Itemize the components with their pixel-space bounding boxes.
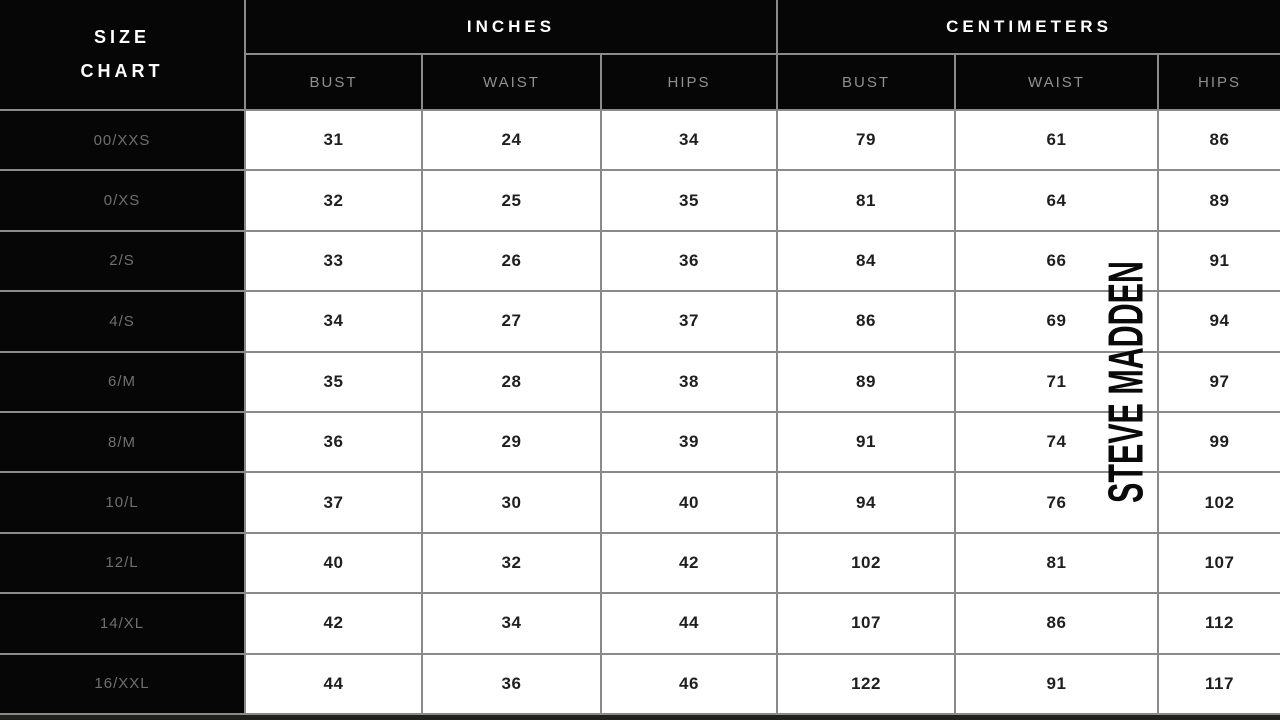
cell-cm-bust: 79 [778,111,956,171]
cell-inches-waist: 25 [423,171,602,231]
size-label: 00/XXS [0,111,246,171]
cell-cm-hips: 89 [1159,171,1280,231]
cell-inches-hips: 37 [602,292,778,352]
cell-inches-bust: 34 [246,292,423,352]
cell-cm-hips: 91 [1159,232,1280,292]
size-label: 10/L [0,473,246,533]
col-header-cm-bust: BUST [778,55,956,111]
cell-inches-bust: 40 [246,534,423,594]
cell-inches-waist: 34 [423,594,602,654]
cell-inches-bust: 31 [246,111,423,171]
cell-inches-waist: 36 [423,655,602,715]
cell-cm-bust: 107 [778,594,956,654]
cell-inches-hips: 36 [602,232,778,292]
cell-cm-waist: 81 [956,534,1159,594]
cell-inches-hips: 46 [602,655,778,715]
cell-inches-bust: 36 [246,413,423,473]
cell-inches-waist: 32 [423,534,602,594]
size-label: 8/M [0,413,246,473]
size-label: 14/XL [0,594,246,654]
corner-title [0,0,246,111]
cell-cm-hips: 99 [1159,413,1280,473]
cell-inches-bust: 33 [246,232,423,292]
cell-inches-bust: 37 [246,473,423,533]
cell-cm-bust: 84 [778,232,956,292]
cell-inches-waist: 27 [423,292,602,352]
cell-cm-bust: 94 [778,473,956,533]
cell-cm-bust: 86 [778,292,956,352]
cell-cm-waist: 76 [956,473,1159,533]
cell-cm-bust: 122 [778,655,956,715]
cell-inches-bust: 44 [246,655,423,715]
col-header-inches-hips: HIPS [602,55,778,111]
cell-inches-hips: 35 [602,171,778,231]
cell-cm-hips: 94 [1159,292,1280,352]
cell-cm-bust: 102 [778,534,956,594]
cell-cm-hips: 97 [1159,353,1280,413]
cell-cm-waist: 71 [956,353,1159,413]
size-label: 12/L [0,534,246,594]
cell-inches-bust: 32 [246,171,423,231]
cell-cm-waist: 91 [956,655,1159,715]
brand-watermark: STEVE MADDEN [1099,261,1155,503]
corner-title-line2: CHART [80,60,164,81]
cell-inches-hips: 42 [602,534,778,594]
col-header-inches-waist: WAIST [423,55,602,111]
size-label: 6/M [0,353,246,413]
cell-cm-hips: 86 [1159,111,1280,171]
bottom-border [0,715,1280,720]
cell-inches-waist: 24 [423,111,602,171]
cell-cm-bust: 91 [778,413,956,473]
cell-cm-waist: 74 [956,413,1159,473]
cell-inches-hips: 34 [602,111,778,171]
cell-cm-bust: 81 [778,171,956,231]
cell-cm-waist: 66 [956,232,1159,292]
cell-inches-waist: 30 [423,473,602,533]
size-label: 0/XS [0,171,246,231]
unit-header-inches: INCHES [246,0,778,55]
cell-inches-hips: 44 [602,594,778,654]
cell-inches-bust: 42 [246,594,423,654]
cell-cm-waist: 64 [956,171,1159,231]
cell-inches-hips: 38 [602,353,778,413]
cell-inches-hips: 40 [602,473,778,533]
unit-header-centimeters: CENTIMETERS [778,0,1280,55]
cell-cm-hips: 102 [1159,473,1280,533]
cell-inches-bust: 35 [246,353,423,413]
cell-cm-waist: 86 [956,594,1159,654]
cell-cm-hips: 117 [1159,655,1280,715]
cell-inches-waist: 26 [423,232,602,292]
col-header-inches-bust: BUST [246,55,423,111]
cell-inches-waist: 28 [423,353,602,413]
corner-title-line1: SIZE [93,27,150,48]
size-label: 16/XXL [0,655,246,715]
cell-cm-hips: 112 [1159,594,1280,654]
col-header-cm-waist: WAIST [956,55,1159,111]
size-label: 2/S [0,232,246,292]
cell-inches-waist: 29 [423,413,602,473]
cell-cm-waist: 61 [956,111,1159,171]
cell-cm-bust: 89 [778,353,956,413]
cell-inches-hips: 39 [602,413,778,473]
cell-cm-waist: 69 [956,292,1159,352]
col-header-cm-hips: HIPS [1159,55,1280,111]
size-label: 4/S [0,292,246,352]
cell-cm-hips: 107 [1159,534,1280,594]
